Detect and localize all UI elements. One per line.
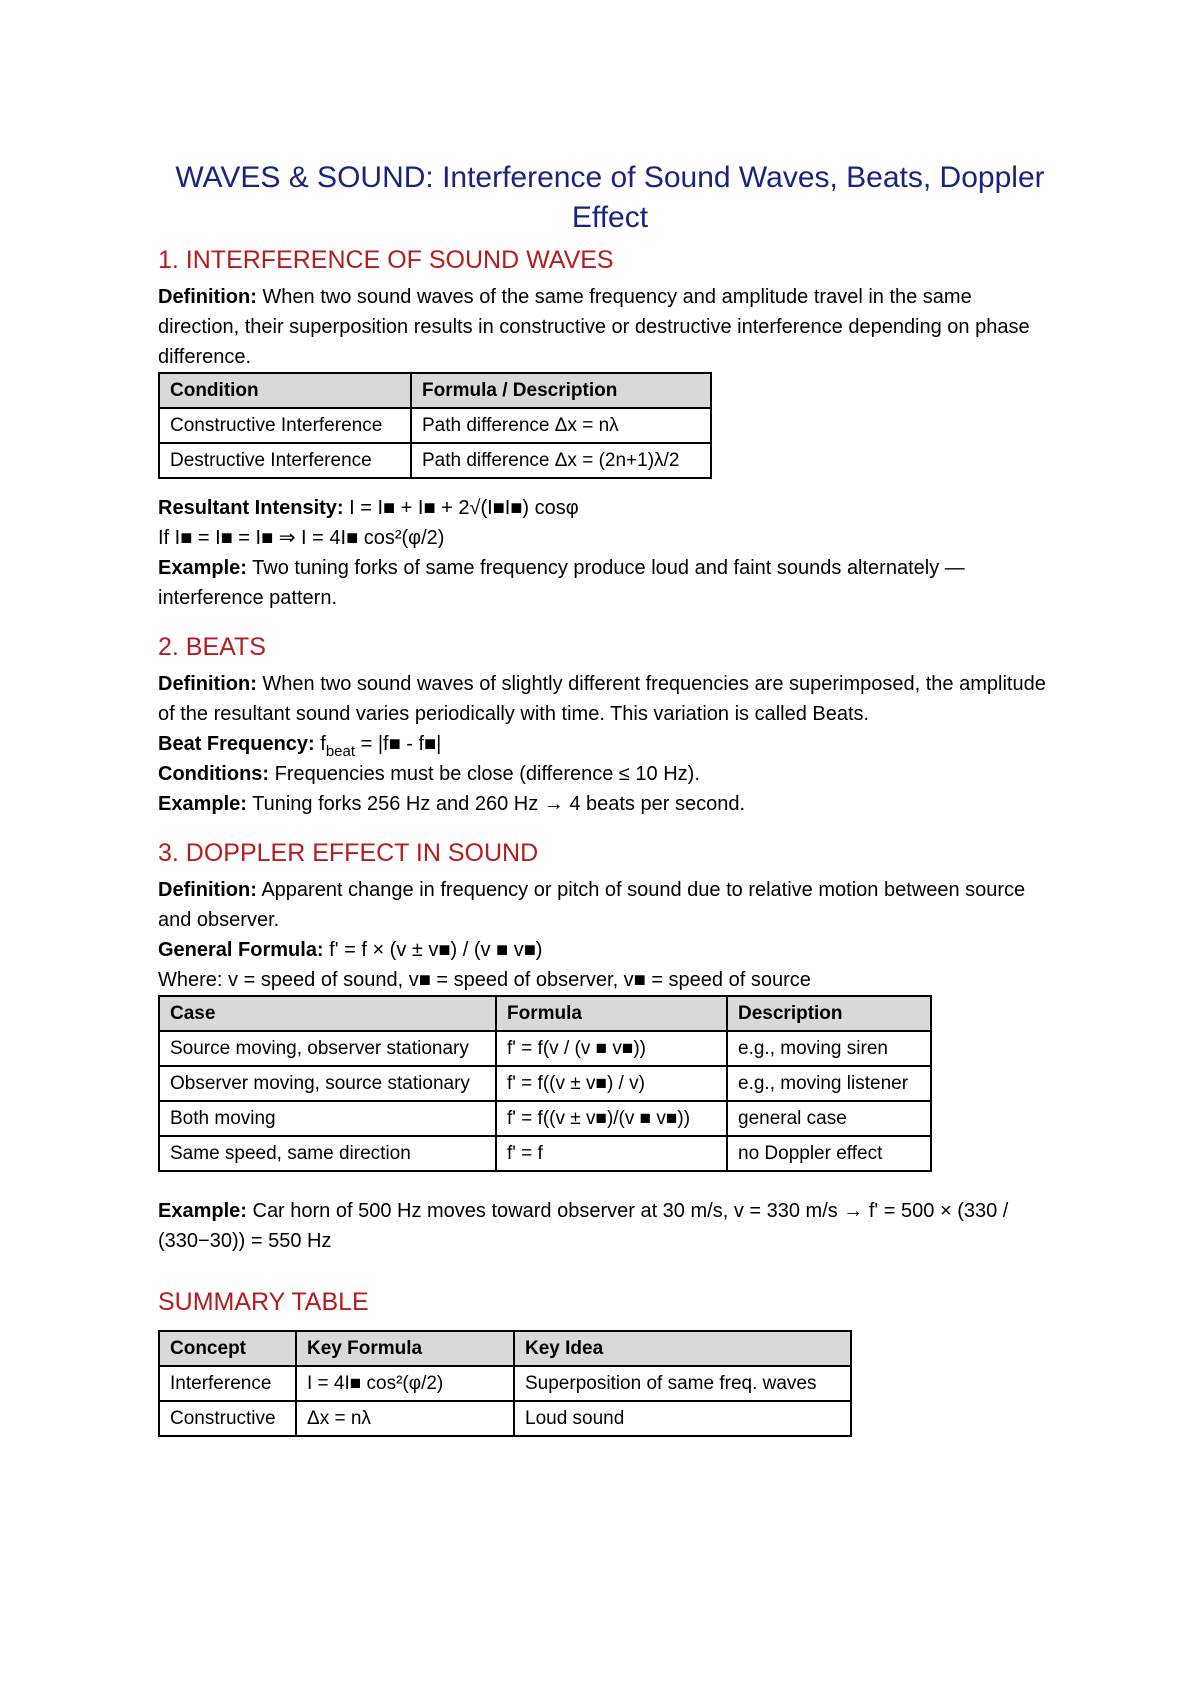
table-row [159, 1136, 931, 1171]
table-cell: Same speed, same direction [159, 1136, 496, 1171]
table-row [159, 1031, 931, 1066]
definition-text: When two sound waves of the same frequency and amplitude travel in the same direction, their superposition results in constructive or destructive interference depending on phase difference. [158, 286, 1030, 368]
definition-label: Definition: [158, 879, 257, 901]
table-cell: f' = f((v ± v■)/(v ■ v■)) [496, 1101, 727, 1136]
table-row [159, 1401, 851, 1436]
interference-definition [158, 282, 1058, 372]
table-cell: general case [727, 1101, 931, 1136]
table-cell: f' = f(v / (v ■ v■)) [496, 1031, 727, 1066]
intensity-formula: I = I■ + I■ + 2√(I■I■) cosφ [343, 497, 579, 519]
interference-example [158, 553, 1058, 613]
section-heading-interference: 1. INTERFERENCE OF SOUND WAVES [158, 246, 614, 274]
definition-label: Definition: [158, 286, 257, 308]
table-cell: e.g., moving listener [727, 1066, 931, 1101]
section-heading-summary: SUMMARY TABLE [158, 1288, 369, 1316]
table-cell: Source moving, observer stationary [159, 1031, 496, 1066]
table-row [159, 1101, 931, 1136]
beats-definition [158, 669, 1058, 729]
table-row [159, 443, 711, 478]
beats-conditions [158, 759, 1058, 789]
table-cell: Loud sound [514, 1401, 851, 1436]
doppler-definition [158, 875, 1058, 935]
beat-frequency-formula: = |f■ - f■| [355, 733, 442, 755]
conditions-text: Frequencies must be close (difference ≤ 10 Hz). [269, 763, 700, 785]
column-header: Key Formula [296, 1331, 514, 1366]
resultant-intensity [158, 493, 1058, 523]
column-header: Formula / Description [411, 373, 711, 408]
column-header: Condition [159, 373, 411, 408]
column-header: Description [727, 996, 931, 1031]
column-header: Concept [159, 1331, 296, 1366]
intensity-label: Resultant Intensity: [158, 497, 344, 519]
interference-table [158, 372, 712, 479]
table-row [159, 408, 711, 443]
table-cell: Destructive Interference [159, 443, 411, 478]
doppler-general-formula [158, 935, 1058, 965]
table-cell: Constructive Interference [159, 408, 411, 443]
table-row [159, 1366, 851, 1401]
definition-text: When two sound waves of slightly different frequencies are superimposed, the amplitude of the resultant sound varies periodically with time. This variation is called Beats. [158, 673, 1046, 725]
table-cell: e.g., moving siren [727, 1031, 931, 1066]
section-heading-doppler: 3. DOPPLER EFFECT IN SOUND [158, 839, 539, 867]
table-cell: Δx = nλ [296, 1401, 514, 1436]
doppler-table [158, 995, 932, 1172]
example-label: Example: [158, 1200, 247, 1222]
column-header: Case [159, 996, 496, 1031]
table-cell: I = 4I■ cos²(φ/2) [296, 1366, 514, 1401]
general-formula-text: f' = f × (v ± v■) / (v ■ v■) [323, 939, 543, 961]
page-title: WAVES & SOUND: Interference of Sound Waves, Beats, Doppler Effect [175, 161, 1045, 234]
beat-frequency [158, 729, 1058, 759]
table-cell: no Doppler effect [727, 1136, 931, 1171]
table-cell: Interference [159, 1366, 296, 1401]
definition-text: Apparent change in frequency or pitch of sound due to relative motion between source and observer. [158, 879, 1026, 931]
table-cell: Path difference Δx = nλ [411, 408, 711, 443]
column-header: Formula [496, 996, 727, 1031]
conditions-label: Conditions: [158, 763, 270, 785]
table-cell: Superposition of same freq. waves [514, 1366, 851, 1401]
table-cell: Observer moving, source stationary [159, 1066, 496, 1101]
definition-label: Definition: [158, 673, 257, 695]
column-header: Key Idea [514, 1331, 851, 1366]
table-cell: f' = f [496, 1136, 727, 1171]
summary-table [158, 1330, 852, 1437]
general-formula-label: General Formula: [158, 939, 324, 961]
example-text: Two tuning forks of same frequency produce loud and faint sounds alternately — interference pattern. [158, 557, 965, 609]
beat-frequency-symbol: f [314, 733, 326, 755]
doppler-example [158, 1196, 1058, 1256]
equal-intensity-formula: If I■ = I■ = I■ ⇒ I = 4I■ cos²(φ/2) [158, 527, 445, 549]
document-body [158, 158, 1058, 1437]
table-cell: Constructive [159, 1401, 296, 1436]
example-text: Tuning forks 256 Hz and 260 Hz → 4 beats per second. [246, 793, 746, 815]
table-cell: Path difference Δx = (2n+1)λ/2 [411, 443, 711, 478]
beats-example [158, 789, 1058, 819]
example-text: Car horn of 500 Hz moves toward observer at 30 m/s, v = 330 m/s → f' = 500 × (330 / (330−30)) = 550 Hz [158, 1200, 1009, 1252]
example-label: Example: [158, 557, 247, 579]
section-heading-beats: 2. BEATS [158, 633, 266, 661]
beat-frequency-label: Beat Frequency: [158, 733, 315, 755]
table-cell: Both moving [159, 1101, 496, 1136]
table-cell: f' = f((v ± v■) / v) [496, 1066, 727, 1101]
example-label: Example: [158, 793, 247, 815]
table-header-row [159, 1331, 851, 1366]
doppler-where: Where: v = speed of sound, v■ = speed of observer, v■ = speed of source [158, 969, 811, 991]
table-header-row [159, 373, 711, 408]
beat-subscript: beat [325, 743, 356, 760]
table-row [159, 1066, 931, 1101]
table-header-row [159, 996, 931, 1031]
